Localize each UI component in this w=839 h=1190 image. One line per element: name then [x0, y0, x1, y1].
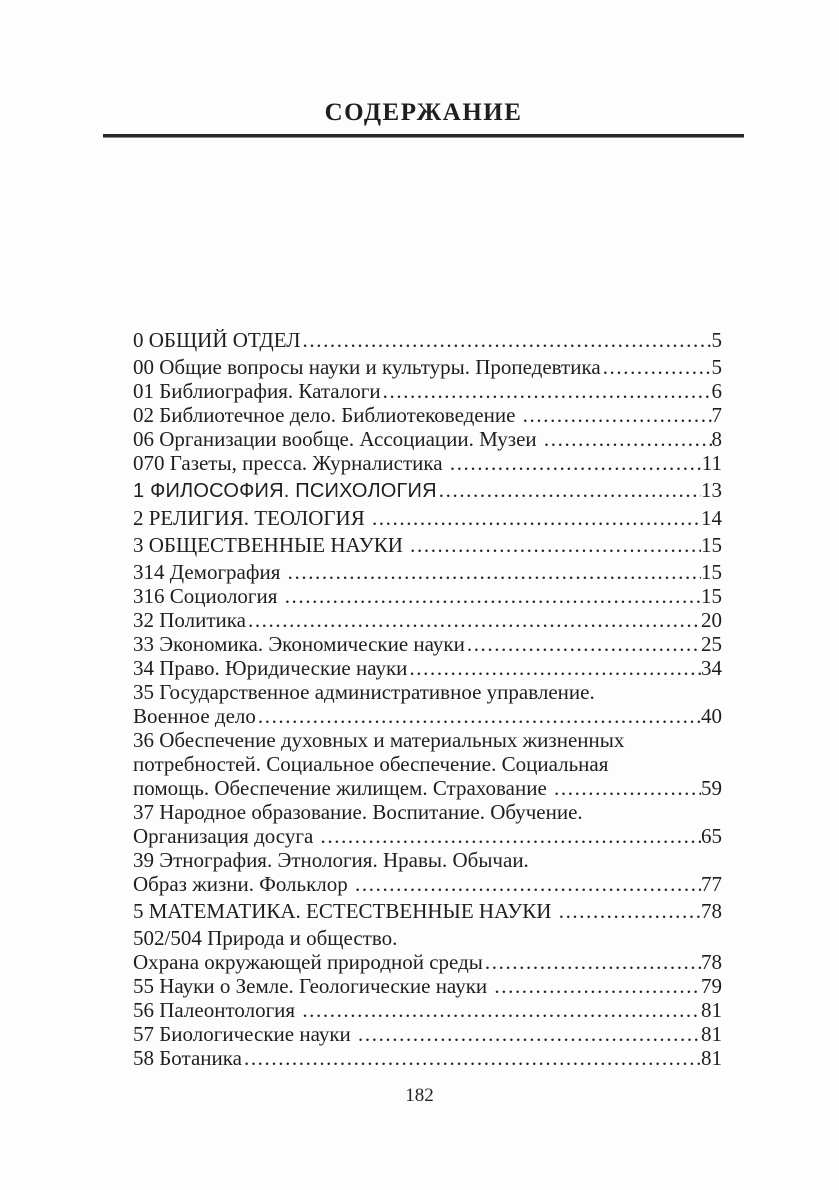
dot-leader: [303, 328, 712, 352]
toc-entry-page: 81: [701, 1022, 722, 1046]
toc-entry: [133, 506, 722, 530]
toc-entry-page: 40: [701, 704, 722, 728]
dot-leader: [383, 379, 712, 403]
toc-entry: [133, 848, 722, 872]
toc-entry-page: 8: [711, 427, 722, 451]
toc-entry: [133, 478, 722, 503]
toc-entry: [133, 974, 722, 998]
toc-entry-text: 314 Демография: [133, 560, 286, 584]
toc-entry-text: 34 Право. Юридические науки: [133, 656, 408, 680]
toc-entry-text: 00 Общие вопросы науки и культуры. Пропедевтика: [133, 355, 601, 379]
dot-leader: [258, 704, 701, 728]
toc-entry: [133, 776, 722, 800]
toc-entry-text: 502/504 Природа и общество.: [133, 926, 398, 950]
toc-entry-text: 1 ФИЛОСОФИЯ. ПСИХОЛОГИЯ: [133, 480, 437, 502]
dot-leader: [544, 427, 712, 451]
toc-entry-page: 65: [701, 824, 722, 848]
page-number: 182: [405, 1085, 434, 1106]
toc-entry-text: 55 Науки о Земле. Геологические науки: [133, 974, 493, 998]
toc-entry-text: Военное дело: [133, 704, 256, 728]
toc-entry: [133, 403, 722, 427]
dot-leader: [355, 872, 701, 896]
dot-leader: [523, 403, 712, 427]
toc-entry-page: 6: [711, 379, 722, 403]
toc-entry: [133, 451, 722, 475]
page-title: СОДЕРЖАНИЕ: [324, 99, 523, 126]
dot-leader: [372, 506, 701, 530]
toc-entry-text: 316 Социология: [133, 584, 283, 608]
toc-entry-text: Образ жизни. Фольклор: [133, 872, 354, 896]
dot-leader: [285, 584, 701, 608]
toc-entry: [133, 608, 722, 632]
toc-entry: [133, 632, 722, 656]
toc-entry-page: 79: [701, 974, 722, 998]
toc-entry-page: 14: [701, 506, 722, 530]
title-rule: [103, 134, 744, 138]
toc-entry-text: 0 ОБЩИЙ ОТДЕЛ: [133, 328, 301, 352]
dot-leader: [467, 632, 701, 656]
dot-leader: [450, 451, 702, 475]
toc-entry-text: 01 Библиография. Каталоги: [133, 379, 381, 403]
toc-entry: [133, 379, 722, 403]
toc-entry: [133, 328, 722, 352]
dot-leader: [358, 1022, 701, 1046]
toc-entry-text: 58 Ботаника: [133, 1046, 242, 1070]
toc-entry-text: Охрана окружающей природной среды: [133, 950, 483, 974]
dot-leader: [321, 824, 701, 848]
toc-entry-text: 32 Политика: [133, 608, 246, 632]
toc-entry: [133, 728, 722, 752]
toc-entry: [133, 1046, 722, 1070]
dot-leader: [439, 478, 701, 502]
toc-entry-text: 39 Этнография. Этнология. Нравы. Обычаи.: [133, 848, 529, 872]
toc-entry-text: 37 Народное образование. Воспитание. Обучение.: [133, 800, 583, 824]
toc-entry-page: 20: [701, 608, 722, 632]
toc-entry-text: помощь. Обеспечение жилищем. Страхование: [133, 776, 553, 800]
table-of-contents: [133, 328, 722, 1070]
toc-entry-page: 15: [701, 533, 722, 557]
toc-entry-page: 25: [701, 632, 722, 656]
dot-leader: [554, 776, 701, 800]
dot-leader: [302, 998, 701, 1022]
toc-entry-page: 13: [701, 478, 722, 502]
toc-entry: [133, 824, 722, 848]
toc-entry-text: 36 Обеспечение духовных и материальных жизненных: [133, 728, 625, 752]
toc-entry-page: 81: [701, 1046, 722, 1070]
toc-entry-page: 78: [701, 950, 722, 974]
toc-entry-page: 77: [701, 872, 722, 896]
toc-entry: [133, 926, 722, 950]
toc-entry: [133, 752, 722, 776]
dot-leader: [244, 1046, 701, 1070]
toc-entry-page: 11: [701, 451, 722, 475]
toc-entry-page: 59: [701, 776, 722, 800]
toc-entry-page: 15: [701, 560, 722, 584]
toc-entry: [133, 427, 722, 451]
toc-entry-text: потребностей. Социальное обеспечение. Социальная: [133, 752, 609, 776]
toc-entry: [133, 872, 722, 896]
toc-entry-text: 5 МАТЕМАТИКА. ЕСТЕСТВЕННЫЕ НАУКИ: [133, 899, 557, 923]
dot-leader: [248, 608, 701, 632]
toc-entry: [133, 584, 722, 608]
dot-leader: [288, 560, 701, 584]
toc-entry: [133, 560, 722, 584]
dot-leader: [410, 533, 701, 557]
dot-leader: [559, 899, 701, 923]
toc-entry: [133, 998, 722, 1022]
toc-entry-text: 070 Газеты, пресса. Журналистика: [133, 451, 448, 475]
toc-entry: [133, 800, 722, 824]
dot-leader: [409, 656, 701, 680]
page-header: [0, 0, 839, 138]
toc-entry-page: 34: [701, 656, 722, 680]
toc-entry-page: 15: [701, 584, 722, 608]
toc-entry: [133, 704, 722, 728]
toc-entry-text: Организация досуга: [133, 824, 319, 848]
toc-entry-text: 56 Палеонтология: [133, 998, 301, 1022]
toc-entry-page: 5: [711, 355, 722, 379]
toc-entry: [133, 680, 722, 704]
toc-entry-page: 78: [701, 899, 722, 923]
toc-entry-text: 35 Государственное административное управление.: [133, 680, 595, 704]
toc-entry-text: 02 Библиотечное дело. Библиотековедение: [133, 403, 521, 427]
toc-entry: [133, 899, 722, 923]
toc-entry: [133, 1022, 722, 1046]
toc-entry: [133, 355, 722, 379]
dot-leader: [603, 355, 712, 379]
dot-leader: [485, 950, 701, 974]
toc-entry-text: 3 ОБЩЕСТВЕННЫЕ НАУКИ: [133, 533, 409, 557]
toc-entry: [133, 656, 722, 680]
toc-entry: [133, 533, 722, 557]
toc-entry-text: 33 Экономика. Экономические науки: [133, 632, 465, 656]
toc-entry: [133, 950, 722, 974]
toc-entry-text: 57 Биологические науки: [133, 1022, 357, 1046]
toc-entry-page: 81: [701, 998, 722, 1022]
toc-entry-page: 5: [711, 328, 722, 352]
toc-entry-page: 7: [711, 403, 722, 427]
toc-entry-text: 06 Организации вообще. Ассоциации. Музеи: [133, 427, 542, 451]
toc-entry-text: 2 РЕЛИГИЯ. ТЕОЛОГИЯ: [133, 506, 370, 530]
dot-leader: [494, 974, 701, 998]
